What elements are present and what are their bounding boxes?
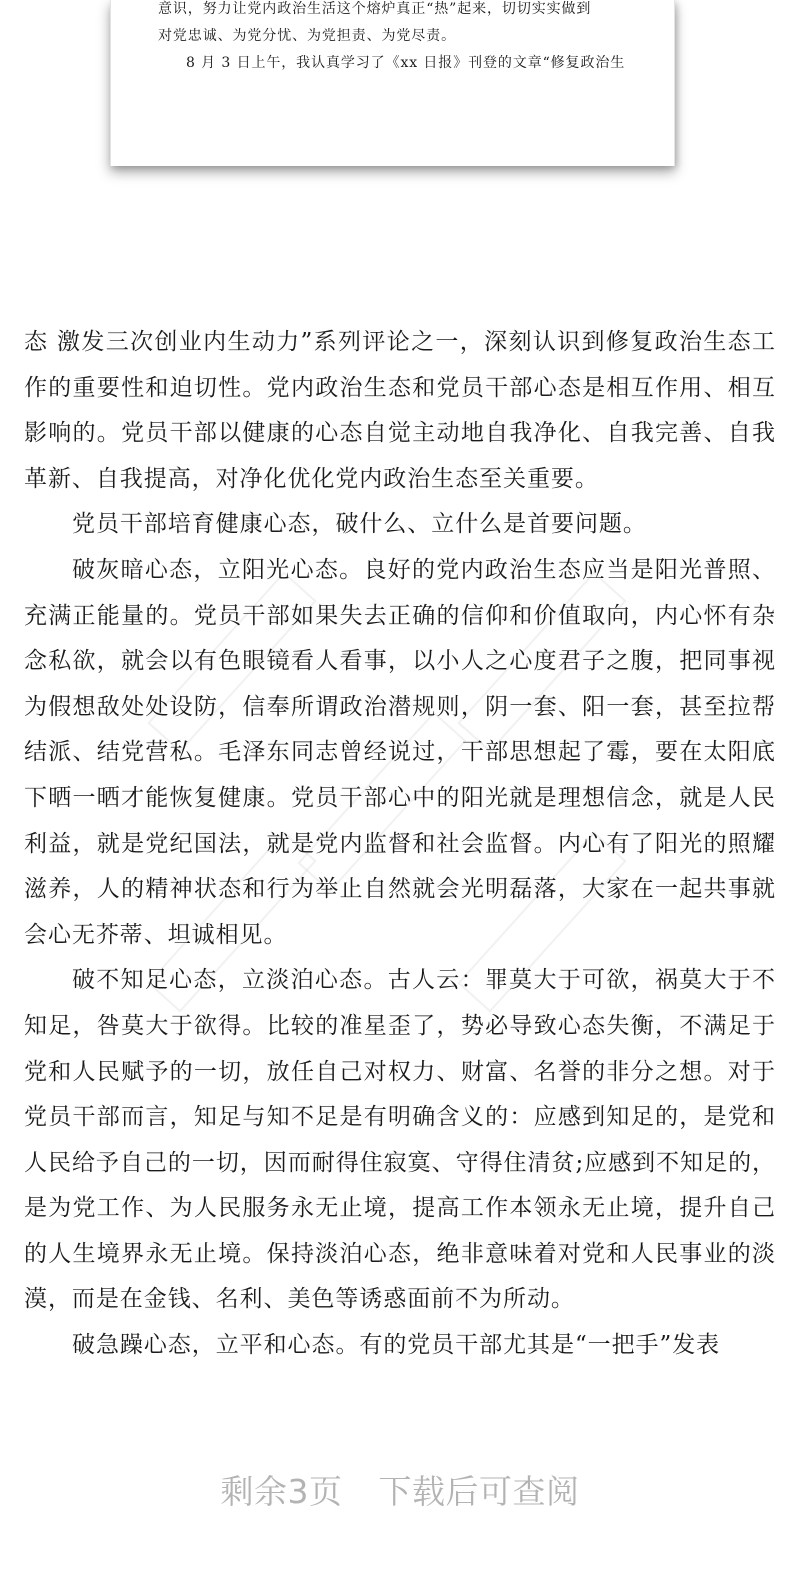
download-prompt[interactable]: [0, 1460, 800, 1524]
paragraph: 破不知足心态，立淡泊心态。古人云：罪莫大于可欲，祸莫大于不知足，咎莫大于欲得。比较的准星歪了，势必导致心态失衡，不满足于党和人民赋予的一切，放任自己对权力、财富、名誉的非分之想。对于党员干部而言，知足与知不足是有明确含义的：应感到知足的，是党和人民给予自己的一切，因而耐得住寂寞、守得住清贫;应感到不知足的，是为党工作、为人民服务永无止境，提高工作本领永无止境，提升自己的人生境界永无止境。保持淡泊心态，绝非意味着对党和人民事业的淡漠，而是在金钱、名利、美色等诱惑面前不为所动。: [24, 967, 776, 1313]
paragraph: 破灰暗心态，立阳光心态。良好的党内政治生态应当是阳光普照、充满正能量的。党员干部如果失去正确的信仰和价值取向，内心怀有杂念私欲，就会以有色眼镜看人看事，以小人之心度君子之腹，把同事视为假想敌处处设防，信奉所谓政治潜规则，阴一套、阳一套，甚至拉帮结派、结党营私。毛泽东同志曾经说过，干部思想起了霉，要在太阳底下晒一晒才能恢复健康。党员干部心中的阳光就是理想信念，就是人民利益，就是党纪国法，就是党内监督和社会监督。内心有了阳光的照耀滋养，人的精神状态和行为举止自然就会光明磊落，大家在一起共事就会心无芥蒂、坦诚相见。: [24, 556, 776, 948]
preview-line: 对党忠诚、为党分忧、为党担责、为党尽责。: [158, 28, 456, 44]
remaining-pages-label: 剩余3页: [220, 1472, 343, 1511]
paragraph: 破急躁心态，立平和心态。有的党员干部尤其是“一把手”发表: [72, 1332, 721, 1359]
paragraph: 态 激发三次创业内生动力”系列评论之一，深刻认识到修复政治生态工作的重要性和迫切性。党内政治生态和党员干部心态是相互作用、相互影响的。党员干部以健康的心态自觉主动地自我净化、自我完善、自我革新、自我提高，对净化优化党内政治生态至关重要。: [24, 329, 776, 492]
download-to-view-label[interactable]: 下载后可查阅: [378, 1472, 580, 1511]
preview-line: 8 月 3 日上午，我认真学习了《xx 日报》刊登的文章“修复政治生: [186, 55, 626, 71]
document-body: [24, 320, 776, 1369]
preview-line: 意识，努力让党内政治生活这个熔炉真正“热”起来，切切实实做到: [158, 1, 592, 17]
preview-text: [158, 0, 648, 77]
previous-page-preview: [110, 0, 675, 166]
paragraph: 党员干部培育健康心态，破什么、立什么是首要问题。: [72, 511, 647, 538]
